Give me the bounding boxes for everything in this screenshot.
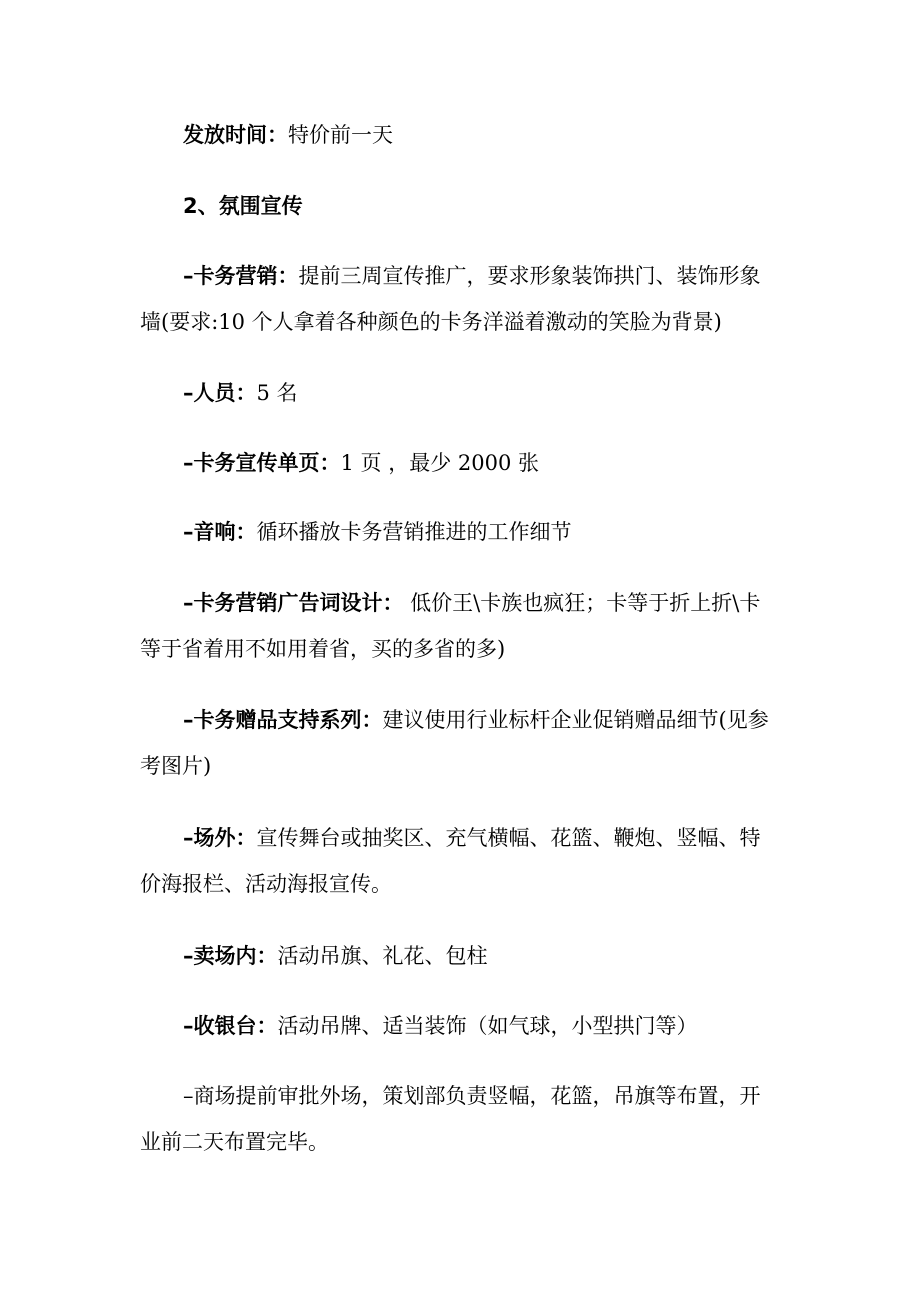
section-heading-label: 2、氛围宣传 <box>183 194 303 218</box>
cashier-text: 活动吊牌、适当装饰（如气球，小型拱门等） <box>277 1014 698 1038</box>
paragraph-issue-time <box>140 112 780 158</box>
paragraph-approval <box>140 1073 780 1165</box>
paragraph-staff <box>140 370 780 416</box>
gift-series-label: –卡务赠品支持系列： <box>183 708 383 732</box>
flyer-text: 1 页 ，最少 2000 张 <box>340 451 540 475</box>
audio-label: –音响： <box>183 520 257 544</box>
approval-text: –商场提前审批外场，策划部负责竖幅，花篮，吊旗等布置，开业前二天布置完毕。 <box>140 1084 761 1154</box>
gift-series-text: 建议使用行业标杆企业促销赠品细节(见参考图片) <box>140 708 769 778</box>
paragraph-outdoor <box>140 815 780 907</box>
issue-time-text: 特价前一天 <box>288 123 393 147</box>
paragraph-gift-series <box>140 697 780 789</box>
section-heading-atmosphere <box>140 183 780 229</box>
outdoor-label: –场外： <box>183 826 257 850</box>
staff-text: 5 名 <box>256 381 298 405</box>
flyer-label: –卡务宣传单页： <box>183 451 341 475</box>
slogan-design-text: 低价王\卡族也疯狂；卡等于折上折\卡等于省着用不如用着省，买的多省的多) <box>140 591 761 661</box>
slogan-design-label: –卡务营销广告词设计： <box>183 591 404 615</box>
cashier-label: –收银台： <box>183 1014 278 1038</box>
paragraph-card-marketing <box>140 253 780 345</box>
card-marketing-label: –卡务营销： <box>183 264 299 288</box>
paragraph-slogan-design <box>140 580 780 672</box>
paragraph-flyer <box>140 440 780 486</box>
paragraph-audio <box>140 509 780 555</box>
store-interior-label: –卖场内： <box>183 944 278 968</box>
staff-label: –人员： <box>183 381 257 405</box>
card-marketing-text: 提前三周宣传推广，要求形象装饰拱门、装饰形象墙(要求:10 个人拿着各种颜色的卡务洋溢着激动的笑脸为背景) <box>140 264 761 334</box>
issue-time-label: 发放时间： <box>183 123 288 147</box>
outdoor-text: 宣传舞台或抽奖区、充气横幅、花篮、鞭炮、竖幅、特价海报栏、活动海报宣传。 <box>140 826 761 896</box>
store-interior-text: 活动吊旗、礼花、包柱 <box>277 944 488 968</box>
paragraph-cashier <box>140 1003 780 1049</box>
paragraph-store-interior <box>140 933 780 979</box>
audio-text: 循环播放卡务营销推进的工作细节 <box>256 520 572 544</box>
